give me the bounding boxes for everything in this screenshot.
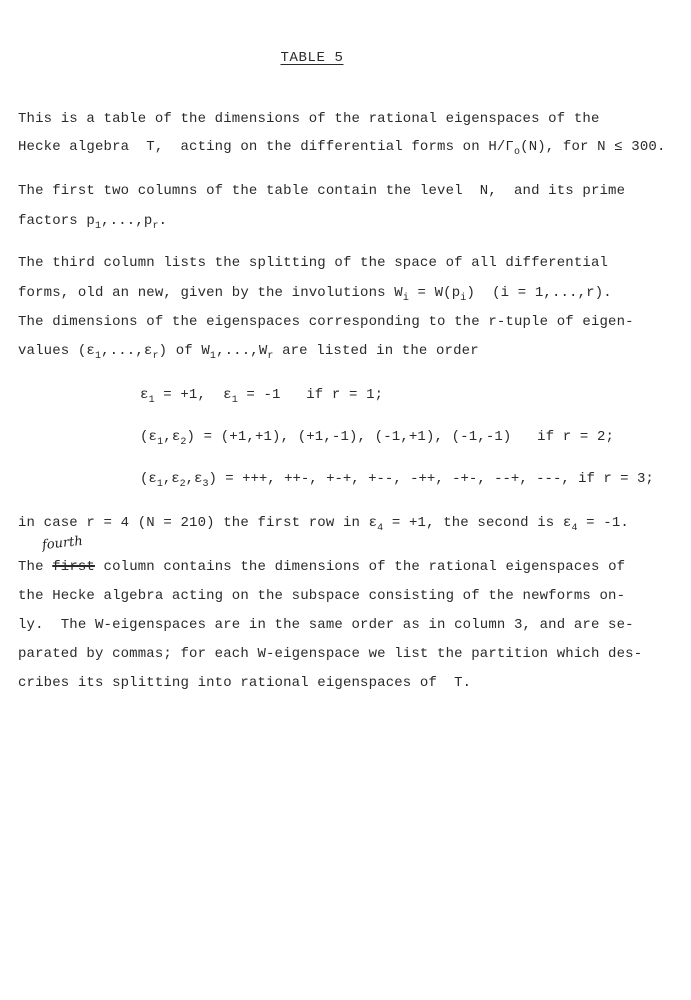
factors-text-b: ,...,p xyxy=(101,213,153,229)
eigenvalues-text-c: ) of W xyxy=(158,343,210,359)
case3-a: (ε xyxy=(140,471,157,487)
third-col-line-4 xyxy=(18,342,479,360)
case4-b: = +1, the second is ε xyxy=(383,515,572,531)
case1-sub-2: 1 xyxy=(231,395,238,406)
case3-c: ,ε xyxy=(185,471,203,487)
involutions-sub-1: i xyxy=(402,293,409,304)
fourth-col-line-2: the Hecke algebra acting on the subspace consisting of the newforms on- xyxy=(18,588,626,604)
case3-sub-1: 1 xyxy=(156,479,163,490)
case-r-1 xyxy=(140,386,383,404)
case2-a: (ε xyxy=(140,429,158,445)
case3-sub-3: 3 xyxy=(202,479,209,490)
factors-text-c: . xyxy=(158,213,168,229)
intro-line-1: This is a table of the dimensions of the rational eigenspaces of the xyxy=(18,111,600,127)
involutions-text-b: = W(p xyxy=(408,285,461,301)
gamma-subscript: o xyxy=(513,147,521,158)
case4-a: in case r = 4 (N = 210) the first row in ε xyxy=(18,515,378,531)
fourth-col-line-4: parated by commas; for each W-eigenspace we list the partition which des- xyxy=(18,646,643,662)
fourth-col-line-3: ly. The W-eigenspaces are in the same order as in column 3, and are se- xyxy=(18,617,634,633)
case2-sub-1: 1 xyxy=(157,437,164,448)
handwritten-correction: fourth xyxy=(41,533,84,554)
intro-line-2-text-a: Hecke algebra T, acting on the differential forms on H/Γ xyxy=(18,139,514,155)
columns-line-1: The first two columns of the table contain the level N, and its prime xyxy=(18,183,626,199)
case1-a: ε xyxy=(140,387,149,403)
page-title: TABLE 5 xyxy=(280,50,344,66)
case1-sub-1: 1 xyxy=(148,395,155,406)
eigenvalues-text-b: ,...,ε xyxy=(101,343,153,359)
case-r-4-line xyxy=(18,514,629,532)
columns-line-2 xyxy=(18,212,167,230)
factors-sub-1: 1 xyxy=(94,221,102,232)
intro-line-2 xyxy=(18,138,666,156)
eigenvalues-text-e: are listed in the order xyxy=(273,343,479,359)
case1-b: = +1, ε xyxy=(154,387,232,403)
fourth-col-line-5: cribes its splitting into rational eigenspaces of T. xyxy=(18,675,472,691)
eigenvalues-sub-3: 1 xyxy=(209,351,217,362)
case2-b: ,ε xyxy=(163,429,181,445)
case2-sub-2: 2 xyxy=(180,437,187,448)
fourth-col-text-a: The xyxy=(18,559,53,575)
case-r-2 xyxy=(140,428,614,446)
third-col-line-2 xyxy=(18,284,612,302)
eigenvalues-text-d: ,...,W xyxy=(216,343,268,359)
case3-b: ,ε xyxy=(162,471,180,487)
eigenvalues-sub-4: r xyxy=(267,351,274,362)
involutions-text-c: ) (i = 1,...,r). xyxy=(466,285,612,301)
factors-text-a: factors p xyxy=(18,213,95,229)
case-r-3 xyxy=(140,470,654,488)
fourth-col-text-b: column contains the dimensions of the rational eigenspaces of xyxy=(94,559,626,575)
eigenvalues-sub-1: 1 xyxy=(94,351,102,362)
case4-sub-2: 4 xyxy=(571,523,578,534)
case3-d: ) = +++, ++-, +-+, +--, -++, -+-, --+, ---, if r = 3; xyxy=(208,471,654,487)
involutions-sub-2: i xyxy=(460,293,467,304)
third-col-line-1: The third column lists the splitting of the space of all differential xyxy=(18,255,609,271)
intro-line-2-text-b: (N), for N ≤ 300. xyxy=(520,139,666,155)
case2-c: ) = (+1,+1), (+1,-1), (-1,+1), (-1,-1) if r = 2; xyxy=(186,429,615,445)
fourth-col-line-1 xyxy=(18,558,625,576)
struck-word: first xyxy=(52,559,95,575)
involutions-text-a: forms, old an new, given by the involutions W xyxy=(18,285,403,301)
third-col-line-3: The dimensions of the eigenspaces corresponding to the r-tuple of eigen- xyxy=(18,314,634,330)
eigenvalues-sub-2: r xyxy=(152,351,159,362)
case4-sub-1: 4 xyxy=(377,523,384,534)
case3-sub-2: 2 xyxy=(179,479,186,490)
case4-c: = -1. xyxy=(577,515,629,531)
eigenvalues-text-a: values (ε xyxy=(18,343,95,359)
factors-sub-r: r xyxy=(152,221,159,232)
case1-c: = -1 if r = 1; xyxy=(237,387,384,403)
